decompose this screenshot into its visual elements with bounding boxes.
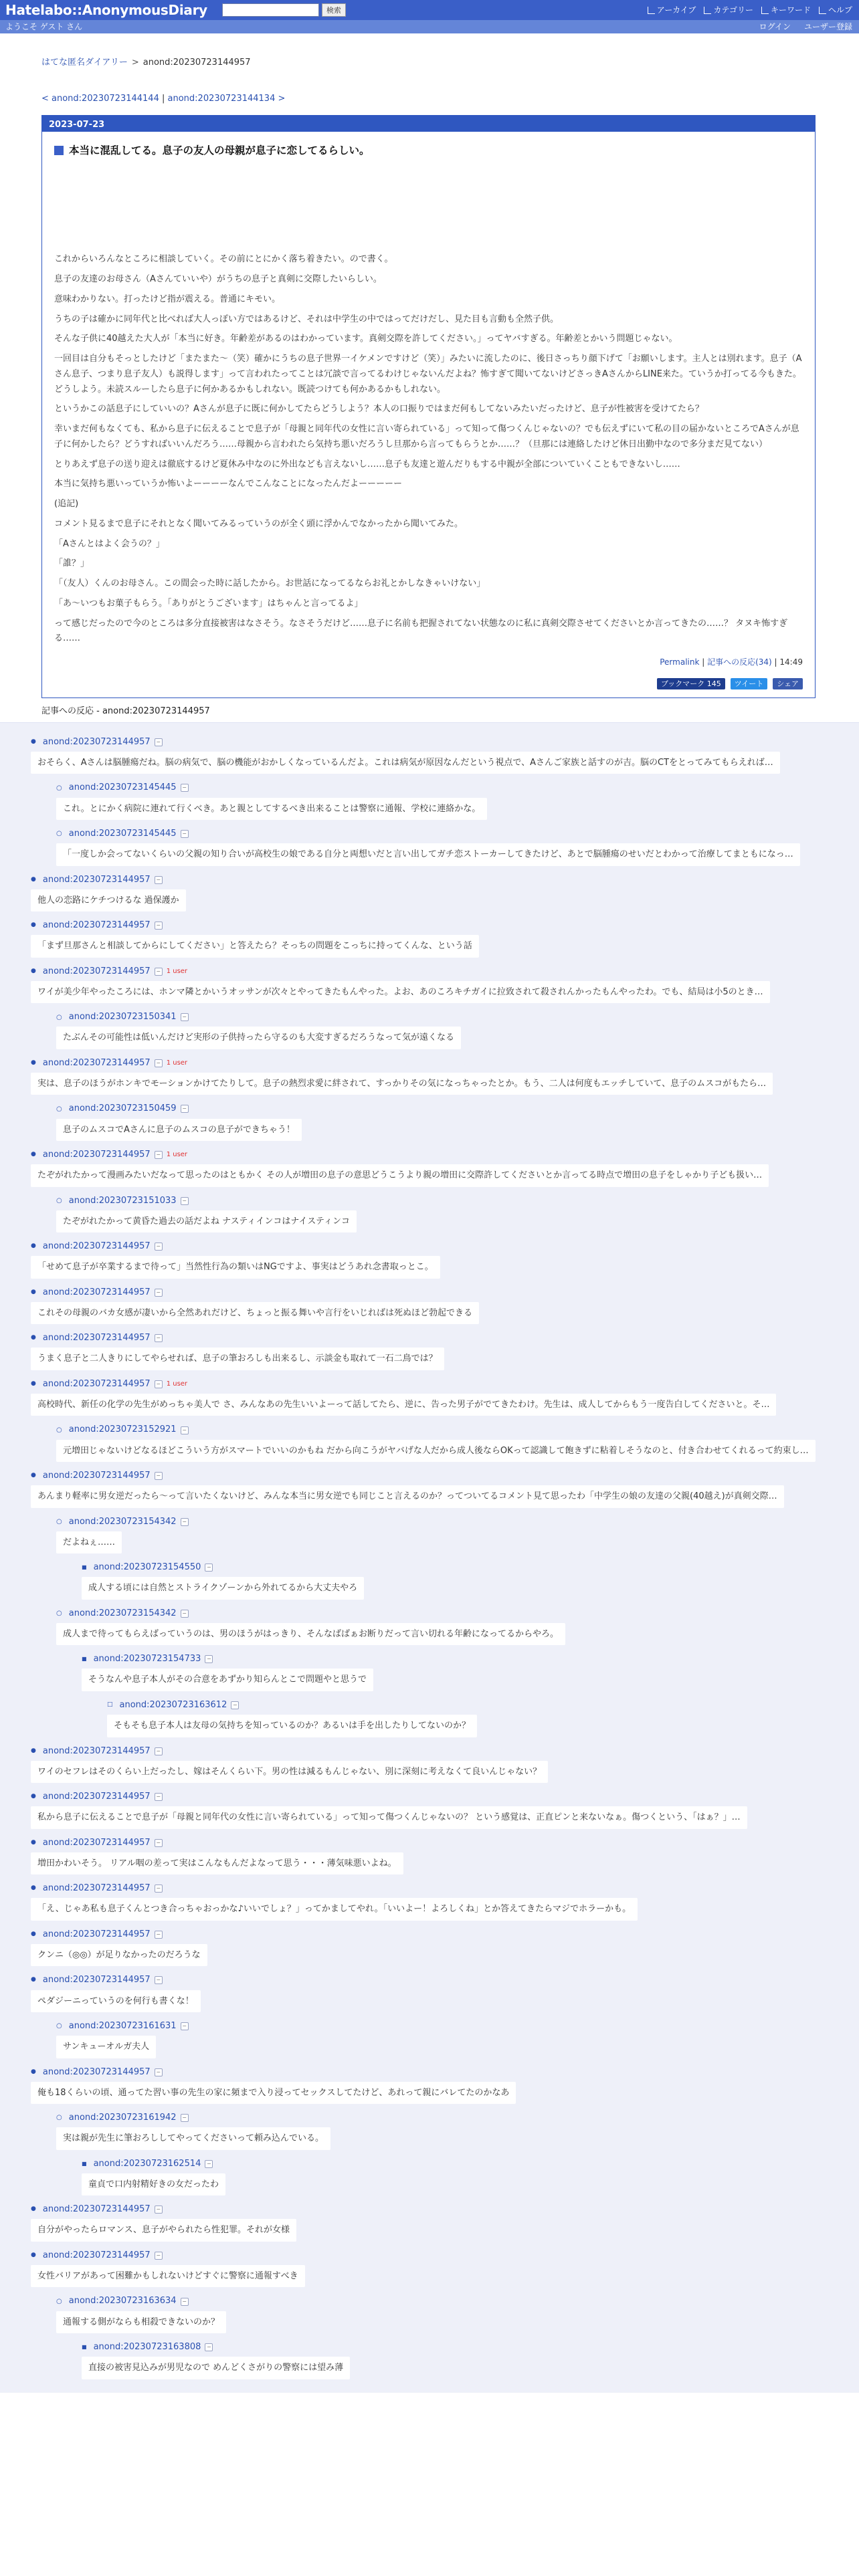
collapse-toggle-icon[interactable]: − — [231, 1701, 239, 1709]
response-link[interactable]: ○ anond:20230723150459 — [68, 1103, 177, 1114]
collapse-toggle-icon[interactable]: − — [205, 2160, 213, 2168]
permalink-link[interactable]: Permalink — [660, 657, 700, 667]
response-link[interactable]: ○ anond:20230723154342 — [68, 1608, 177, 1618]
response-item — [56, 1515, 839, 1554]
response-text: 女性バリアがあって困難かもしれないけどすぐに警察に通報すべき — [31, 2265, 305, 2287]
response-item — [31, 2066, 839, 2105]
response-link[interactable]: ○ anond:20230723151033 — [68, 1195, 177, 1206]
response-text: 「まず旦那さんと相談してからにしてください」と答えたら？そっちの問題をこっちに持ってくんな、という話 — [31, 935, 479, 957]
response-header — [31, 2203, 839, 2216]
main-content — [0, 56, 859, 718]
response-text: たぞがれたかって漫画みたいだなって思ったのはともかく その人が増田の息子の意思どうこうより親の増田に交際許してくださいとか言ってる時点で増田の息子をしゃかり子ども扱い… — [31, 1164, 769, 1186]
collapse-toggle-icon[interactable]: − — [155, 1976, 163, 1984]
collapse-toggle-icon[interactable]: − — [155, 738, 163, 746]
collapse-toggle-icon[interactable]: − — [155, 1334, 163, 1342]
response-header — [31, 1836, 839, 1850]
breadcrumb — [41, 56, 816, 70]
bookmark-count-badge[interactable]: 1 user — [166, 1151, 188, 1159]
response-header — [56, 827, 839, 841]
entry-body — [42, 132, 815, 697]
responses-heading: 記事への反応 - anond:20230723144957 — [41, 706, 210, 716]
response-header — [31, 1286, 839, 1299]
response-text: おそらく、Aさんは脳腫瘍だね。脳の病気で、脳の機能がおかしくなっているんだよ。これは病気が原因なんだという視点で、Aさんご家族と話すのが吉。脳のCTをとってみてもらえれば… — [31, 752, 780, 774]
collapse-toggle-icon[interactable]: − — [181, 1197, 189, 1205]
response-header — [56, 2294, 839, 2308]
response-link[interactable]: ● anond:20230723144957 — [42, 920, 151, 931]
response-header — [31, 2066, 839, 2079]
response-link[interactable]: ● anond:20230723144957 — [42, 1057, 151, 1068]
response-text: うまく息子と二人きりにしてやらせれば、息子の筆おろしも出来るし、示談金も取れて一石二鳥では？ — [31, 1348, 444, 1370]
entry-spacer — [54, 158, 803, 252]
response-item — [31, 1836, 839, 1875]
search-input[interactable] — [222, 3, 319, 17]
response-item — [82, 2341, 839, 2379]
response-item — [56, 1102, 839, 1141]
entry-footer: Permalink | 記事への反応(34) | 14:49 — [660, 657, 803, 667]
response-link[interactable]: ■ anond:20230723154733 — [93, 1654, 201, 1665]
response-header — [31, 1790, 839, 1804]
response-header — [82, 2341, 839, 2354]
entry-paragraph: 「あ〜いつもお菓子もらう。「ありがとうございます」はちゃんと言ってるよ」 — [54, 598, 363, 609]
response-item — [31, 1973, 839, 2012]
response-item — [56, 827, 839, 866]
response-link[interactable]: ● anond:20230723144957 — [42, 1745, 151, 1756]
breadcrumb-separator: > — [131, 58, 139, 68]
response-link[interactable]: ● anond:20230723144957 — [42, 1975, 151, 1985]
collapse-toggle-icon[interactable]: − — [205, 2343, 213, 2351]
response-text: これその母親のバカ女感が凄いから全然あれだけど、ちょっと振る舞いや言行をいじればは死ぬほど勃起できる — [31, 1302, 479, 1324]
response-header — [31, 1148, 839, 1162]
collapse-toggle-icon[interactable]: − — [181, 1518, 189, 1526]
response-item — [56, 2111, 839, 2150]
response-text: 元増田じゃないけどなるほどこういう方がスマートでいいのかもね だから向こうがヤバげな人だから成人後ならOKって認識して飽きずに粘着しそうなのと、付き合わせてくれるって約束し… — [56, 1440, 816, 1462]
response-text: 自分がやったらロマンス、息子がやられたら性犯罪。それが女様 — [31, 2219, 296, 2241]
collapse-toggle-icon[interactable]: − — [155, 1472, 163, 1480]
response-link[interactable]: ● anond:20230723144957 — [42, 1378, 151, 1389]
collapse-toggle-icon[interactable]: − — [155, 1793, 163, 1801]
response-header — [31, 1745, 839, 1758]
collapse-toggle-icon[interactable]: − — [155, 1289, 163, 1297]
response-item — [31, 736, 839, 774]
bookmark-count-badge[interactable]: 1 user — [166, 1059, 188, 1067]
response-item — [31, 1882, 839, 1921]
response-text: そもそも息子本人は友母の気持ちを知っているのか？あるいは手を出したりしてないのか？ — [107, 1715, 477, 1737]
collapse-toggle-icon[interactable]: − — [181, 1105, 189, 1113]
login-link[interactable]: ログイン — [759, 21, 791, 31]
response-header — [31, 1469, 839, 1483]
collapse-toggle-icon[interactable]: − — [155, 922, 163, 930]
response-text: たぞがれたかって黄昏た過去の話だよね ナスティインコはナイスティンコ — [56, 1210, 357, 1232]
collapse-toggle-icon[interactable]: − — [181, 1610, 189, 1618]
search-button[interactable]: 検索 — [322, 3, 346, 17]
collapse-toggle-icon[interactable]: − — [181, 2114, 189, 2122]
response-item — [31, 1928, 839, 1967]
response-link[interactable]: ● anond:20230723144957 — [42, 874, 151, 885]
response-link[interactable]: ● anond:20230723144957 — [42, 736, 151, 747]
response-header — [31, 965, 839, 978]
response-link[interactable]: ● anond:20230723144957 — [42, 966, 151, 976]
response-item — [31, 1148, 839, 1187]
response-header — [56, 1010, 839, 1024]
entry-paragraphs — [54, 252, 803, 647]
response-link[interactable]: ● anond:20230723144957 — [42, 1883, 151, 1894]
next-entry-link[interactable]: anond:20230723144134 > — [167, 94, 286, 104]
response-text: 実は、息子のほうがホンキでモーションかけてたりして。息子の熱烈求愛に絆されて、すっかりその気になっちゃったとか。もう、二人は何度もエッチしていて、息子のムスコがもたら… — [31, 1073, 773, 1095]
entry-paragraph: 「Aさんとはよく会うの？」 — [54, 538, 165, 549]
response-text: 「え、じゃあ私も息子くんとつき合っちゃおっかな♪いいでしょ？」ってかましてやれ。「いいよー！よろしくね」とか答えてきたらマジでホラーかも。 — [31, 1898, 638, 1920]
entry-paragraph: (追記) — [54, 499, 79, 510]
response-link[interactable]: ○ anond:20230723161631 — [68, 2020, 177, 2031]
top-bar — [0, 0, 859, 20]
entry-pager: < anond:20230723144144 | anond:20230723144134 > — [41, 94, 286, 104]
response-link[interactable]: ■ anond:20230723162514 — [93, 2158, 201, 2169]
sub-bar — [0, 20, 859, 33]
entry-paragraph: そんな子供に40越えた大人が「本当に好き。年齢差があるのはわかっています。真剣交際を許してください。」ってヤバすぎる。年齢差とかいう問題じゃない。 — [54, 334, 678, 344]
response-header — [56, 1607, 839, 1620]
response-header — [82, 2157, 839, 2171]
archive-icon — [648, 7, 655, 14]
response-text: ワイのセフレはそのくらい上だったし、嫁はそんくらい下。男の性は減るもんじゃない、別に深刻に考えなくて良いんじゃない？ — [31, 1761, 548, 1783]
response-header — [56, 2020, 839, 2033]
response-link[interactable]: ● anond:20230723144957 — [42, 1287, 151, 1297]
response-item — [31, 1378, 839, 1416]
response-item — [31, 965, 839, 1004]
response-link[interactable]: ● anond:20230723144957 — [42, 2204, 151, 2215]
collapse-toggle-icon[interactable]: − — [205, 1564, 213, 1572]
collapse-toggle-icon[interactable]: − — [155, 2252, 163, 2260]
response-item — [56, 2294, 839, 2333]
response-text: 直接の被害見込みが男児なので めんどくさがりの警察には望み薄 — [82, 2357, 350, 2379]
response-header — [107, 1699, 839, 1712]
response-text: 他人の恋路にケチつけるな 過保護か — [31, 889, 186, 911]
response-header — [31, 1378, 839, 1391]
response-item — [31, 1469, 839, 1508]
response-text: 息子のムスコでAさんに息子のムスコの息子ができちゃう！ — [56, 1119, 302, 1141]
response-header — [31, 873, 839, 887]
collapse-toggle-icon[interactable]: − — [155, 2068, 163, 2076]
response-link[interactable]: ○ anond:20230723152921 — [68, 1424, 177, 1435]
entry-paragraph: 本当に気持ち悪いっていうか怖いよーーーーなんでこんなことになったんだよーーーーー — [54, 479, 403, 490]
collapse-toggle-icon[interactable]: − — [181, 830, 189, 838]
nav-category[interactable] — [704, 4, 753, 17]
entry-title-text: 本当に混乱してる。息子の友人の母親が息子に恋してるらしい。 — [69, 144, 370, 157]
share-buttons — [54, 678, 803, 689]
response-header — [56, 781, 839, 794]
response-link[interactable]: ● anond:20230723144957 — [42, 2250, 151, 2260]
facebook-share-button[interactable]: シェア — [773, 678, 803, 689]
response-text: 俺も18くらいの頃、通ってた習い事の先生の家に頻まで入り浸ってセックスしてたけど、あれって親にバレてたのかなあ — [31, 2082, 516, 2104]
register-link[interactable]: ユーザー登録 — [803, 21, 852, 31]
collapse-toggle-icon[interactable]: − — [155, 1151, 163, 1159]
response-link[interactable]: ○ anond:20230723145445 — [68, 782, 177, 793]
response-item — [56, 1607, 839, 1646]
entry-title — [54, 142, 803, 158]
collapse-toggle-icon[interactable]: − — [155, 1931, 163, 1939]
collapse-toggle-icon[interactable]: − — [181, 2022, 189, 2030]
nav-help[interactable] — [819, 4, 852, 17]
response-link[interactable]: □ anond:20230723163612 — [119, 1699, 227, 1710]
response-link[interactable]: ■ anond:20230723154550 — [93, 1562, 201, 1573]
entry-paragraph: コメント見るまで息子にそれとなく聞いてみるっていうのが全く頭に浮かんでなかったから聞いてみた。 — [54, 518, 464, 529]
prev-entry-link[interactable]: < anond:20230723144144 — [41, 94, 159, 104]
breadcrumb-current: anond:20230723144957 — [142, 58, 251, 68]
response-link[interactable]: ● anond:20230723144957 — [42, 1471, 151, 1481]
response-text: 増田かわいそう。 リアル咽の差って実はこんなもんだよなって思う・・・薄気味悪いよね。 — [31, 1852, 403, 1874]
entry-paragraph: 「（友人）くんのお母さん。この間会った時に話したから。お世話になってるならお礼とかしなきゃいけない」 — [54, 578, 486, 589]
response-header — [31, 919, 839, 932]
entry-paragraph: って感じだったので今のところは多分直接被害はなさそう。なさそうだけど……息子に名前も把握されてない状態なのに私に真剣交際させてくださいとか言ってきたの……？ タヌキ怖すぎる…… — [54, 618, 788, 644]
bookmark-button[interactable]: ブックマーク 145 — [657, 678, 725, 689]
response-link[interactable]: ○ anond:20230723154342 — [68, 1516, 177, 1527]
response-header — [31, 2249, 839, 2262]
response-item — [56, 1194, 839, 1233]
response-link[interactable]: ● anond:20230723144957 — [42, 1241, 151, 1252]
response-link[interactable]: ● anond:20230723144957 — [42, 1929, 151, 1939]
response-text: 成人まで待ってもらえばっていうのは、男のほうがはっきり、そんなばばぁお断りだって言い切れる年齢になってるからやろ。 — [56, 1623, 565, 1645]
nav-keyword-label: キーワード — [770, 5, 811, 15]
response-item — [31, 2249, 839, 2288]
response-header — [31, 736, 839, 749]
response-link[interactable]: ○ anond:20230723150341 — [68, 1012, 177, 1023]
collapse-toggle-icon[interactable]: − — [155, 1243, 163, 1251]
response-item — [31, 919, 839, 958]
response-text: 童貞で口内射精好きの女だったわ — [82, 2173, 225, 2195]
help-icon — [819, 7, 826, 14]
response-text: 高校時代、新任の化学の先生がめっちゃ美人で さ、みんなあの先生いいよーって話してたら、逆に、告った男子がでてきたわけ。先生は、成人してからもう一度告白してくださいと。そ… — [31, 1394, 776, 1416]
entry-paragraph: 一回目は自分もそっとしたけど「またまた〜（笑）確かにうちの息子世界一イケメンですけど（笑）」みたいに流したのに、後日さっちり顔下げて「お願いします。主人とは別れます。息子（A さん息子、つまり息子友人）も説得します」って言われたってことは冗談で言ってるわけじゃないんだよね？怖すぎて聞いてないけどさっきAさんからLINE来た。ていうか打ってる今もきた。どうしよう。未読スルーしたら息子に何かあるかもしれない。既読つけても何かあるかもしれない。 — [54, 354, 802, 395]
response-item — [56, 1423, 839, 1462]
response-item — [107, 1699, 839, 1737]
entry-paragraph: 意味わかりない。打ったけど指が震える。普通にキモい。 — [54, 294, 281, 304]
response-item — [31, 1331, 839, 1370]
response-text: 通報する側がならも相殺できないのか？ — [56, 2311, 226, 2333]
responses-link[interactable]: 記事への反応(34) — [707, 657, 772, 667]
response-text: サンキューオルガ夫人 — [56, 2036, 156, 2058]
response-item — [82, 1561, 839, 1600]
response-item — [31, 1057, 839, 1095]
response-header — [82, 1561, 839, 1574]
response-text: クンニ（◎◎）が足りなかったのだろうな — [31, 1944, 207, 1966]
response-text: ペダジーニっていうのを何行も書くな！ — [31, 1990, 201, 2012]
collapse-toggle-icon[interactable]: − — [181, 1426, 189, 1434]
response-link[interactable]: ■ anond:20230723163808 — [93, 2342, 201, 2353]
response-item — [56, 1010, 839, 1049]
response-text: だよねぇ…… — [56, 1531, 122, 1553]
bookmark-count-badge[interactable]: 1 user — [166, 967, 188, 975]
response-text: 実は親が先生に筆おろししてやってくださいって頼み込んでいる。 — [56, 2127, 330, 2149]
nav-keyword[interactable] — [761, 4, 811, 17]
search-form — [222, 3, 346, 17]
response-text: ワイが美少年やったころには、ホンマ隣とかいうオッサンが次々とやってきたもんやった。よお、あのころキチガイに拉致されて殺されんかったもんやったわ。でも、結局は小5のとき… — [31, 981, 770, 1003]
entry-paragraph: 息子の友達のお母さん（Aさんていいや）がうちの息子と真剣に交際したいらしい。 — [54, 274, 382, 285]
entry-paragraph: というかこの話息子にしていいの？Aさんが息子に既に何かしてたらどうしよう？本人の口振りではまだ何もしてないみたいだったけど、息子が性被害を受けてたら？ — [54, 404, 704, 415]
response-header — [31, 1331, 839, 1345]
title-square-icon — [54, 146, 64, 155]
collapse-toggle-icon[interactable]: − — [155, 876, 163, 884]
response-text: 私から息子に伝えることで息子が「母親と同年代の女性に言い寄られている」って知って傷つくんじゃないの？ という感覚は、正直ピンと来ないなぁ。傷つくという、「はぁ？」… — [31, 1806, 747, 1828]
entry-paragraph: これからいろんなところに相談していく。その前にとにかく落ち着きたい。ので書く。 — [54, 254, 393, 265]
top-nav — [648, 0, 852, 20]
response-item — [31, 1286, 839, 1325]
collapse-toggle-icon[interactable]: − — [181, 1013, 189, 1021]
response-link[interactable]: ○ anond:20230723163634 — [68, 2296, 177, 2306]
collapse-toggle-icon[interactable]: − — [155, 1380, 163, 1388]
response-item — [31, 1240, 839, 1279]
response-text: 成人する頃には自然とストライクゾーンから外れてるから大丈夫やろ — [82, 1577, 364, 1599]
category-icon — [704, 7, 711, 14]
response-text: そうなんや息子本人がその合意をあずかり知らんとこで問題やと思うで — [82, 1669, 373, 1691]
nav-category-label: カテゴリー — [713, 5, 753, 15]
response-link[interactable]: ● anond:20230723144957 — [42, 1149, 151, 1160]
response-item — [31, 2203, 839, 2242]
site-logo[interactable]: Hatelabo::AnonymousDiary — [5, 1, 207, 18]
diary-entry — [41, 115, 816, 697]
nav-help-label: ヘルプ — [828, 5, 852, 15]
collapse-toggle-icon[interactable]: − — [155, 1747, 163, 1755]
response-header — [56, 1102, 839, 1115]
responses-list — [0, 722, 859, 2393]
nav-archive[interactable] — [648, 4, 696, 17]
response-header — [31, 1928, 839, 1941]
response-item — [82, 2157, 839, 2196]
keyword-icon — [761, 7, 769, 14]
collapse-toggle-icon[interactable]: − — [155, 1885, 163, 1893]
response-link[interactable]: ○ anond:20230723145445 — [68, 828, 177, 839]
response-header — [31, 1240, 839, 1253]
entry-paragraph: うちの子は確かに同年代と比べれば大人っぽい方ではあるけど、それは中学生の中ではってだけだし、見た目も言動も全然子供。 — [54, 314, 559, 324]
collapse-toggle-icon[interactable]: − — [155, 2206, 163, 2214]
collapse-toggle-icon[interactable]: − — [155, 1839, 163, 1847]
tweet-button[interactable]: ツイート — [731, 678, 767, 689]
bookmark-count-badge[interactable]: 1 user — [166, 1380, 188, 1388]
response-item — [31, 1790, 839, 1829]
response-header — [31, 1882, 839, 1895]
collapse-toggle-icon[interactable]: − — [155, 1059, 163, 1067]
response-header — [56, 2111, 839, 2125]
response-header — [31, 1057, 839, 1070]
entry-paragraph: 幸いまだ何もなくても、私から息子に伝えることで息子が「母親と同年代の女性に言い寄られている」って知って傷つくんじゃないの？でも伝えずにいて私の目の届かないところでAさんが息子に何かしたら？どうすればいいんだろう……母親から言われたら気持ち悪いだろうし旦那から言ってもらうとか……？（旦那には連絡したけど休日出勤中なので多分まだ見てない） — [54, 424, 799, 449]
response-link[interactable]: ● anond:20230723144957 — [42, 1792, 151, 1802]
response-item — [56, 781, 839, 820]
response-header — [56, 1194, 839, 1208]
collapse-toggle-icon[interactable]: − — [181, 2298, 189, 2306]
response-text: これ。とにかく病院に連れて行くべき。あと親としてするべき出来ることは警察に通報、学校に連絡かな。 — [56, 798, 487, 820]
collapse-toggle-icon[interactable]: − — [205, 1655, 213, 1663]
response-header — [31, 1973, 839, 1987]
account-links — [759, 20, 852, 33]
entry-paragraph: 「誰？」 — [54, 558, 90, 569]
breadcrumb-home[interactable]: はてな匿名ダイアリー — [41, 58, 128, 68]
response-link[interactable]: ● anond:20230723144957 — [42, 1837, 151, 1848]
response-item — [82, 1652, 839, 1691]
collapse-toggle-icon[interactable]: − — [155, 968, 163, 976]
response-header — [56, 1423, 839, 1436]
response-header — [56, 1515, 839, 1529]
response-text: 「せめて息子が卒業するまで待って」当然性行為の類いはNGですよ、事実はどうあれ念書取っとこ。 — [31, 1256, 440, 1278]
welcome-text: ようこそ ゲスト さん — [5, 21, 83, 31]
response-link[interactable]: ● anond:20230723144957 — [42, 2066, 151, 2077]
response-item — [31, 1745, 839, 1784]
response-header — [82, 1652, 839, 1666]
entry-paragraph: とりあえず息子の送り迎えは徹底するけど夏休み中なのに外出なども言えないし……息子も友達と遊んだりもする中親が全部についていくこともできないし…… — [54, 459, 680, 469]
collapse-toggle-icon[interactable]: − — [181, 784, 189, 792]
response-text: あんまり軽率に男女逆だったら〜って言いたくないけど、みんな本当に男女逆でも同じこと言えるのか？ってついてるコメント見て思ったわ「中学生の娘の友達の父親(40越え)が真剣交際… — [31, 1485, 784, 1507]
response-link[interactable]: ● anond:20230723144957 — [42, 1333, 151, 1344]
response-text: たぶんその可能性は低いんだけど実形の子供持ったら守るのも大変すぎるだろうなって気が遠くなる — [56, 1027, 461, 1049]
response-item — [31, 873, 839, 912]
nav-archive-label: アーカイブ — [656, 5, 696, 15]
response-text: 「一度しか会ってないくらいの父親の知り合いが高校生の娘である自分と両想いだと言い出してガチ恋ストーカーしてきたけど、あとで脳腫瘍のせいだとわかって治療してまともになっ… — [56, 843, 800, 865]
entry-date: 2023-07-23 — [42, 116, 815, 132]
response-item — [56, 2020, 839, 2058]
response-link[interactable]: ○ anond:20230723161942 — [68, 2113, 177, 2123]
entry-time: 14:49 — [779, 657, 803, 667]
